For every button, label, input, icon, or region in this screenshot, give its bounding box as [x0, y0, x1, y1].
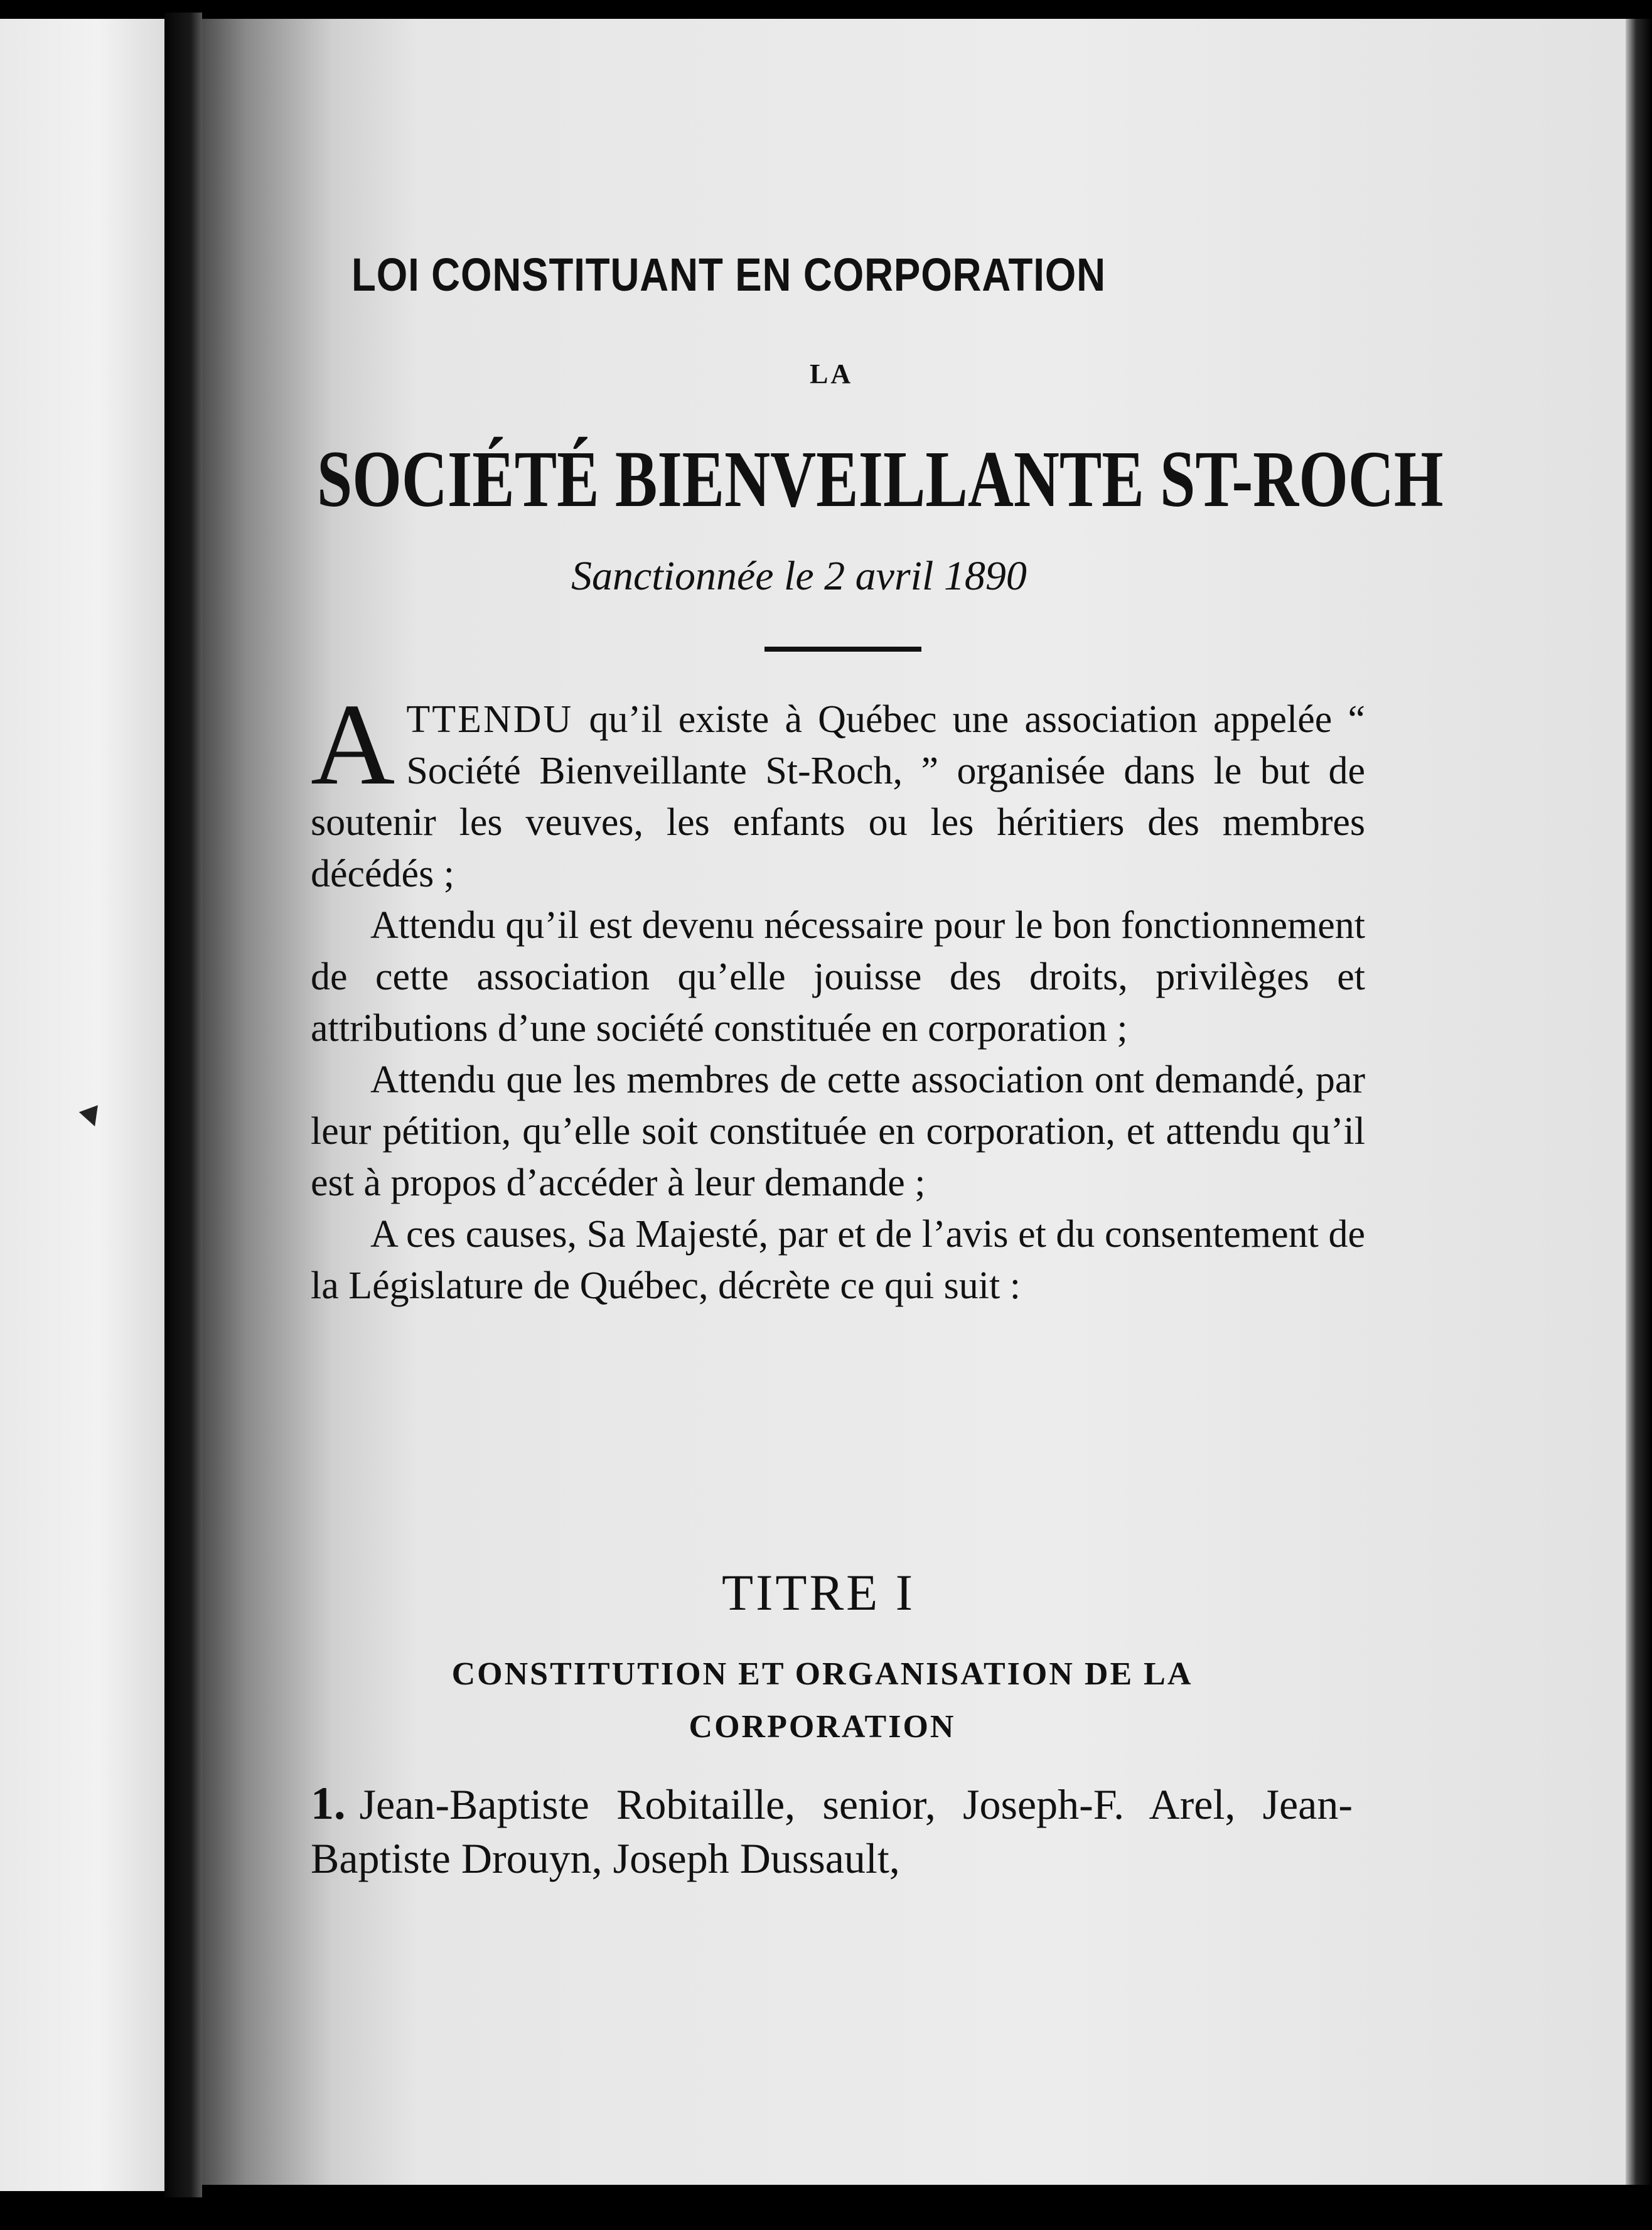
title-line-1: LOI CONSTITUANT EN CORPORATION	[351, 249, 1106, 301]
preamble-paragraph-2: Attendu qu’il est devenu nécessaire pour le bon fonctionnement de cette association qu’elle jouisse des droits, privilèges et attributions d’une société constituée en corporation ;	[311, 904, 1365, 1050]
title-society-name: SOCIÉTÉ BIENVEILLANTE ST-ROCH	[317, 434, 1444, 524]
page-right-edge	[1626, 19, 1652, 2185]
section-title: TITRE I	[722, 1564, 916, 1621]
first-word: TTENDU	[406, 698, 574, 741]
preamble-paragraph-3: Attendu que les membres de cette association ont demandé, par leur pétition, qu’elle soit constituée en corporation, et attendu qu’il est à propos d’accéder à leur demande ;	[311, 1058, 1365, 1204]
binding-gutter-shadow	[164, 13, 202, 2197]
drop-cap: A	[311, 680, 395, 809]
preamble-p1-text: qu’il existe à Québec une association appelée “ Société Bienveillante St-Roch, ” organisée dans le but de soutenir les veuves, les enfants ou les héritiers des membres décédés ;	[311, 698, 1365, 895]
article-1	[311, 1777, 1353, 1885]
facing-page-edge	[0, 19, 164, 2191]
divider-rule	[764, 647, 921, 652]
preamble	[311, 680, 1365, 1312]
article-text: Jean-Baptiste Robitaille, senior, Joseph-F. Arel, Jean-Baptiste Drouyn, Joseph Dussault,	[311, 1780, 1353, 1882]
title-article-la: LA	[810, 358, 854, 389]
article-number: 1.	[311, 1778, 346, 1829]
preamble-paragraph-1	[311, 680, 1365, 900]
sanction-date: Sanctionnée le 2 avril 1890	[571, 553, 1027, 599]
section-subtitle: CONSTITUTION ET ORGANISATION DE LA CORPORATION	[451, 1656, 1193, 1745]
preamble-paragraph-4: A ces causes, Sa Majesté, par et de l’avis et du consentement de la Législature de Québec, décrète ce qui suit :	[311, 1213, 1365, 1307]
